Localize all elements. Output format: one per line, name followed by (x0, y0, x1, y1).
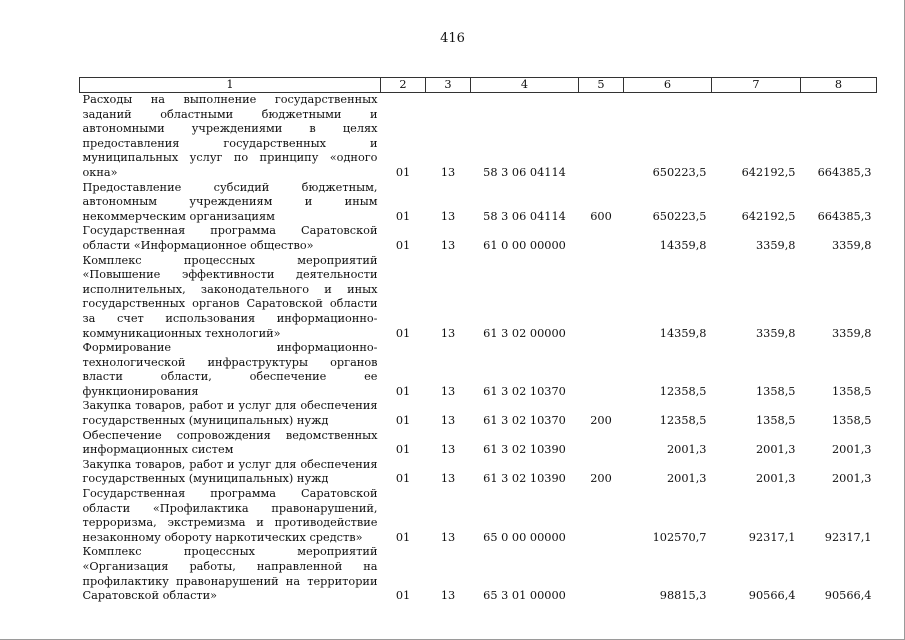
amount-col-7: 2001,3 (755, 443, 796, 457)
amount-col-6: 650223,5 (652, 209, 707, 223)
target-article: 61 3 02 10390 (483, 443, 566, 457)
row-name: Государственная программа Саратовской области «Профилактика правонарушений, терроризма, экстремизма и противодействие незаконному обороту наркотических средств» (82, 487, 378, 544)
row-name: Предоставление субсидий бюджетным, автономным учреждениям и иным некоммерческим организациям (82, 180, 378, 223)
expense-type (579, 254, 624, 342)
subsection-code: 13 (440, 530, 456, 544)
table-row (80, 458, 877, 487)
expense-type (579, 224, 624, 253)
table-row (80, 545, 877, 603)
target-article: 65 3 01 00000 (483, 589, 566, 603)
header-row (80, 78, 877, 93)
row-name: Государственная программа Саратовской области «Информационное общество» (82, 224, 378, 252)
row-name: Обеспечение сопровождения ведомственных информационных систем (82, 428, 378, 457)
target-article: 61 3 02 10390 (483, 472, 566, 486)
amount-col-8: 2001,3 (831, 472, 872, 486)
target-article: 58 3 06 04114 (483, 165, 566, 179)
target-article: 61 3 02 00000 (483, 326, 566, 340)
target-article: 58 3 06 04114 (483, 209, 566, 223)
amount-col-8: 2001,3 (831, 443, 872, 457)
section-code: 01 (395, 326, 411, 340)
amount-col-8: 90566,4 (824, 589, 872, 603)
section-code: 01 (395, 209, 411, 223)
subsection-code: 13 (440, 384, 456, 398)
amount-col-8: 92317,1 (824, 530, 872, 544)
amount-col-7: 2001,3 (755, 472, 796, 486)
column-header: 2 (381, 78, 426, 93)
column-header: 4 (471, 78, 579, 93)
amount-col-6: 2001,3 (666, 443, 707, 457)
column-header: 3 (426, 78, 471, 93)
amount-col-6: 12358,5 (659, 414, 707, 428)
column-header: 5 (579, 78, 624, 93)
amount-col-7: 3359,8 (755, 238, 796, 252)
row-name: Комплекс процессных мероприятий «Организация работы, направленной на профилактику правонарушений на территории Саратовской области» (82, 545, 378, 603)
subsection-code: 13 (440, 589, 456, 603)
subsection-code: 13 (440, 414, 456, 428)
subsection-code: 13 (440, 165, 456, 179)
table-row (80, 181, 877, 225)
column-header: 1 (80, 78, 381, 93)
target-article: 65 0 00 00000 (483, 530, 566, 544)
column-header: 8 (801, 78, 877, 93)
amount-col-6: 98815,3 (659, 589, 707, 603)
section-code: 01 (395, 384, 411, 398)
section-code: 01 (395, 414, 411, 428)
table-row (80, 341, 877, 399)
subsection-code: 13 (440, 472, 456, 486)
amount-col-8: 1358,5 (831, 384, 872, 398)
row-name: Комплекс процессных мероприятий «Повышение эффективности деятельности исполнительных, законодательного и иных государственных органов Саратовской области за счет использования информационно-коммуникационных технологий» (82, 253, 378, 340)
amount-col-7: 90566,4 (748, 589, 796, 603)
section-code: 01 (395, 443, 411, 457)
amount-col-8: 3359,8 (831, 238, 872, 252)
amount-col-7: 92317,1 (748, 530, 796, 544)
amount-col-6: 102570,7 (652, 530, 707, 544)
section-code: 01 (395, 589, 411, 603)
section-code: 01 (395, 472, 411, 486)
table-row (80, 487, 877, 545)
amount-col-6: 14359,8 (659, 238, 707, 252)
expense-type (579, 429, 624, 458)
section-code: 01 (395, 530, 411, 544)
table-row (80, 254, 877, 342)
table-row (80, 399, 877, 428)
row-name: Закупка товаров, работ и услуг для обеспечения государственных (муниципальных) нужд (82, 457, 378, 486)
section-code: 01 (395, 238, 411, 252)
subsection-code: 13 (440, 209, 456, 223)
amount-col-8: 1358,5 (831, 414, 872, 428)
amount-col-6: 2001,3 (666, 472, 707, 486)
target-article: 61 0 00 00000 (483, 238, 566, 252)
expense-type: 200 (590, 472, 612, 486)
budget-table (79, 77, 877, 604)
subsection-code: 13 (440, 443, 456, 457)
subsection-code: 13 (440, 326, 456, 340)
expense-type: 600 (590, 209, 612, 223)
expense-type: 200 (590, 414, 612, 428)
target-article: 61 3 02 10370 (483, 414, 566, 428)
table-row (80, 429, 877, 458)
subsection-code: 13 (440, 238, 456, 252)
amount-col-8: 3359,8 (831, 326, 872, 340)
row-name: Расходы на выполнение государственных заданий областными бюджетными и автономными учреждениями в целях предоставления государственных и муниципальных услуг по принципу «одного окна» (82, 93, 378, 179)
expense-type (579, 487, 624, 545)
table-row (80, 224, 877, 253)
amount-col-8: 664385,3 (817, 165, 872, 179)
row-name: Формирование информационно-технологической инфраструктуры органов власти области, обеспечение ее функционирования (82, 341, 378, 398)
amount-col-6: 14359,8 (659, 326, 707, 340)
page-number: 416 (440, 31, 465, 46)
table-row (80, 93, 877, 181)
expense-type (579, 341, 624, 399)
amount-col-7: 3359,8 (755, 326, 796, 340)
section-code: 01 (395, 165, 411, 179)
column-header: 7 (712, 78, 801, 93)
amount-col-7: 1358,5 (755, 384, 796, 398)
amount-col-6: 12358,5 (659, 384, 707, 398)
expense-type (579, 545, 624, 603)
amount-col-8: 664385,3 (817, 209, 872, 223)
amount-col-7: 642192,5 (741, 209, 796, 223)
row-name: Закупка товаров, работ и услуг для обеспечения государственных (муниципальных) нужд (82, 399, 378, 428)
amount-col-7: 1358,5 (755, 414, 796, 428)
amount-col-6: 650223,5 (652, 165, 707, 179)
expense-type (579, 93, 624, 181)
amount-col-7: 642192,5 (741, 165, 796, 179)
target-article: 61 3 02 10370 (483, 384, 566, 398)
column-header: 6 (624, 78, 712, 93)
